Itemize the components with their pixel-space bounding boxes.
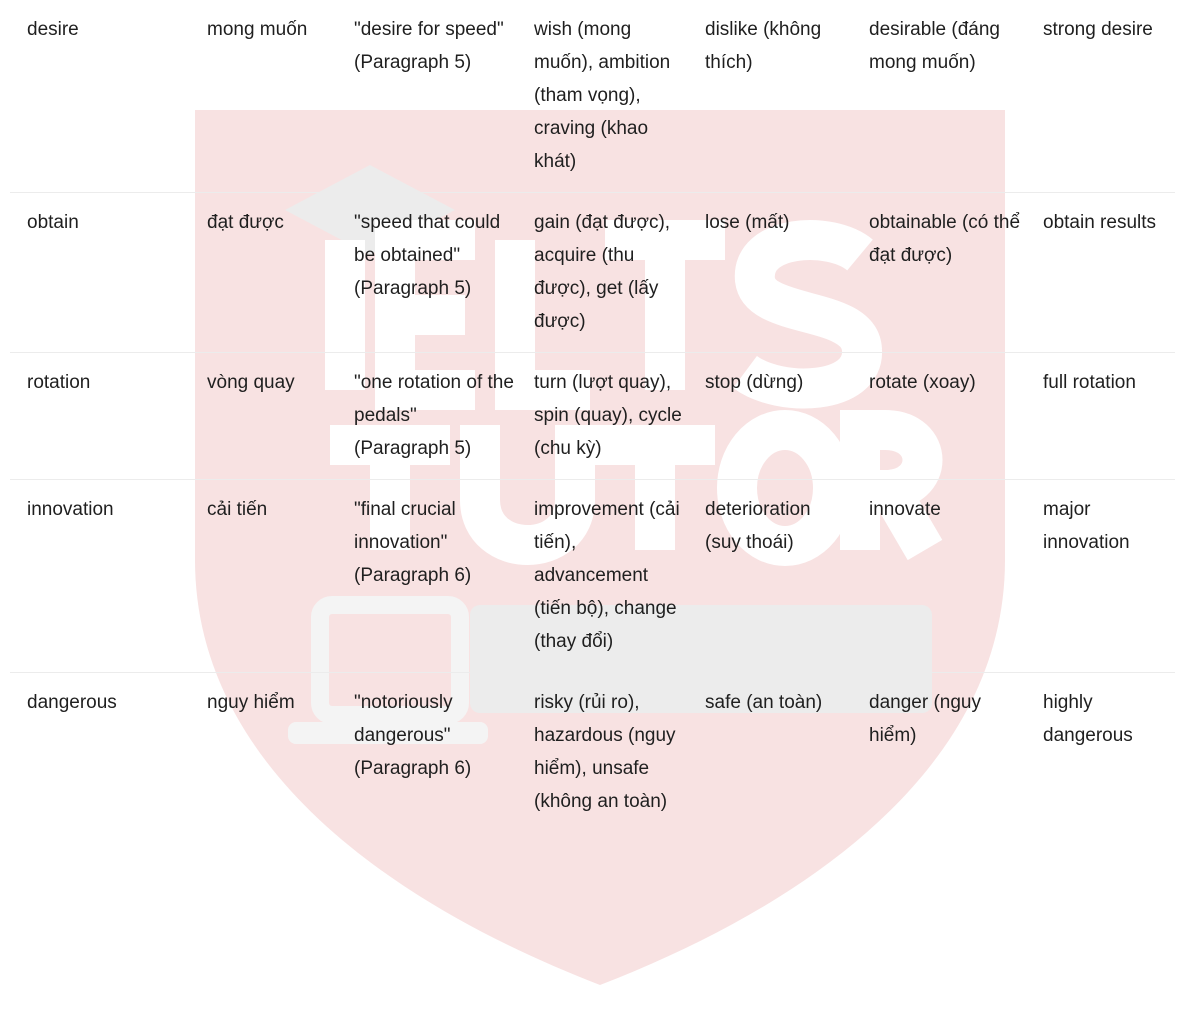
cell-synonyms: wish (mong muốn), ambition (tham vọng), craving (khao khát) <box>534 0 705 193</box>
cell-collocation: obtain results <box>1043 193 1175 353</box>
table-row <box>10 673 1175 833</box>
table-row <box>10 353 1175 480</box>
table-row <box>10 480 1175 673</box>
cell-collocation: full rotation <box>1043 353 1175 480</box>
cell-synonyms: gain (đạt được), acquire (thu được), get (lấy được) <box>534 193 705 353</box>
cell-synonyms: risky (rủi ro), hazardous (nguy hiểm), unsafe (không an toàn) <box>534 692 676 812</box>
cell-collocation: highly dangerous <box>1043 692 1133 746</box>
cell-word: obtain <box>10 193 207 353</box>
cell-context: "one rotation of the pedals" (Paragraph 5) <box>354 353 534 480</box>
cell-meaning: nguy hiểm <box>207 692 295 713</box>
cell-antonym: dislike (không thích) <box>705 0 869 193</box>
cell-antonym: safe (an toàn) <box>705 692 823 713</box>
cell-synonyms: turn (lượt quay), spin (quay), cycle (chu kỳ) <box>534 353 705 480</box>
cell-related: danger (nguy hiểm) <box>869 692 981 746</box>
cell-word: dangerous <box>27 692 117 713</box>
cell-meaning: cải tiến <box>207 480 354 673</box>
cell-meaning: mong muốn <box>207 0 354 193</box>
cell-related: obtainable (có thể đạt được) <box>869 193 1043 353</box>
cell-antonym: deterioration (suy thoái) <box>705 480 869 673</box>
cell-collocation: strong desire <box>1043 0 1175 193</box>
cell-context: "final crucial innovation" (Paragraph 6) <box>354 480 534 673</box>
cell-word: rotation <box>10 353 207 480</box>
cell-related: rotate (xoay) <box>869 353 1043 480</box>
cell-related: innovate <box>869 480 1043 673</box>
cell-meaning: vòng quay <box>207 353 354 480</box>
vocabulary-table <box>10 0 1175 832</box>
cell-synonyms: improvement (cải tiến), advancement (tiến bộ), change (thay đổi) <box>534 480 705 673</box>
table-row <box>10 193 1175 353</box>
cell-word: innovation <box>10 480 207 673</box>
cell-antonym: lose (mất) <box>705 193 869 353</box>
cell-context: "notoriously dangerous" (Paragraph 6) <box>354 692 472 779</box>
cell-collocation: major innovation <box>1043 480 1175 673</box>
cell-related: desirable (đáng mong muốn) <box>869 0 1043 193</box>
cell-word: desire <box>10 0 207 193</box>
cell-antonym: stop (dừng) <box>705 353 869 480</box>
cell-context: "desire for speed" (Paragraph 5) <box>354 0 534 193</box>
table-row <box>10 0 1175 193</box>
cell-meaning: đạt được <box>207 193 354 353</box>
cell-context: "speed that could be obtained" (Paragraph 5) <box>354 193 534 353</box>
